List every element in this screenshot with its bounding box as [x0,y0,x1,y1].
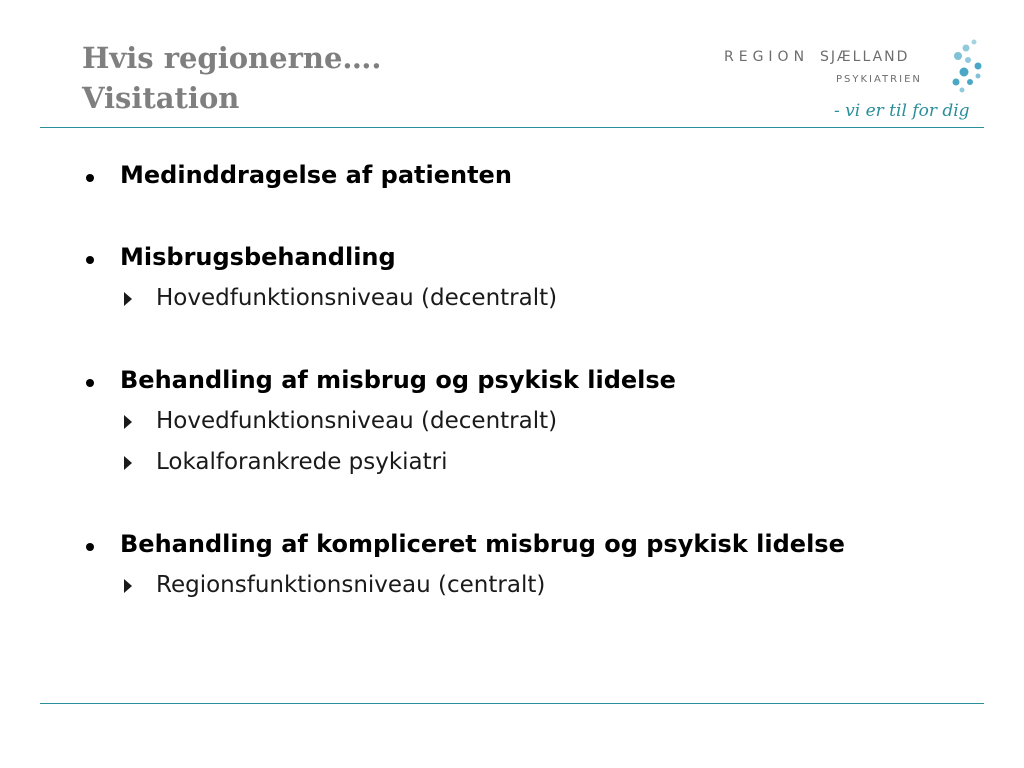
logo-tagline: - vi er til for dig [834,101,970,121]
bullet-dot [86,543,94,551]
arrow-right-icon [124,456,132,470]
arrow-right-icon [124,292,132,306]
title-line-1: Hvis regionerne…. [82,41,382,75]
bullet-dot [86,379,94,387]
bullet-dot [86,256,94,264]
bullet-4: Behandling af kompliceret misbrug og psykisk lidelse [120,530,845,558]
arrow-right-icon [124,415,132,429]
bullet-dot [86,174,94,182]
logo-word-sjaelland: SJÆLLAND [820,49,910,65]
bullet-2: Misbrugsbehandling [120,243,396,271]
bullet-3: Behandling af misbrug og psykisk lidelse [120,366,676,394]
title-line-2: Visitation [82,81,240,115]
logo-sub: PSYKIATRIEN [836,74,922,85]
bullet-1: Medinddragelse af patienten [120,161,512,189]
sub-bullet-4-1: Regionsfunktionsniveau (centralt) [156,572,546,598]
sub-bullet-2-1: Hovedfunktionsniveau (decentralt) [156,285,558,311]
sub-bullet-3-2: Lokalforankrede psykiatri [156,449,448,475]
arrow-right-icon [124,579,132,593]
logo-word-region: REGION [724,49,810,65]
sub-bullet-3-1: Hovedfunktionsniveau (decentralt) [156,408,558,434]
footer-divider [40,703,984,704]
